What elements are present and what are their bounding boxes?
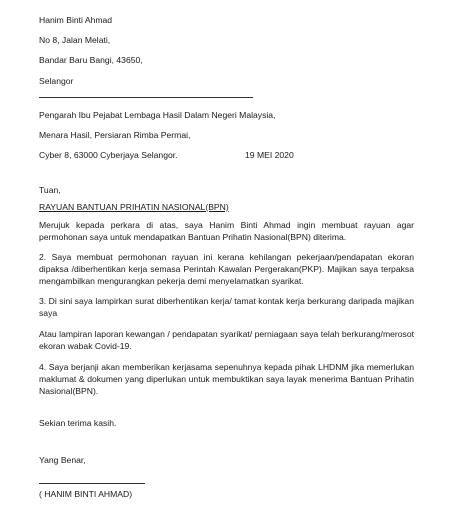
- signoff: Yang Benar,: [39, 455, 86, 465]
- subject-line: RAYUAN BANTUAN PRIHATIN NASIONAL(BPN): [39, 202, 229, 212]
- signature-line: [39, 483, 145, 484]
- sender-address-line2: Bandar Baru Bangi, 43650,: [39, 55, 143, 65]
- letter-date: 19 MEI 2020: [245, 150, 294, 160]
- paragraph-3: 3. Di sini saya lampirkan surat diberhentikan kerja/ tamat kontak kerja berkurang daripada majikan saya: [39, 296, 414, 318]
- paragraph-4: 4. Saya berjanji akan memberikan kerjasama sepenuhnya kepada pihak LHDNM jika memerlukan maklumat & dokumen yang diperlukan untuk membuktikan saya layak menerima Bantuan Prihatin Nasional(BPN).: [39, 362, 414, 396]
- header-divider: [39, 97, 253, 98]
- paragraph-2: 2. Saya membuat permohonan rayuan ini kerana kehilangan pekerjaan/pendapatan ekoran dipaksa /diberhentikan kerja semasa Perintah Kawalan Pergerakan(PKP). Majikan saya terpaksa mengambilkan mengurangkan pekerja demi menyelamatkan syarikat.: [39, 252, 414, 286]
- paragraph-1: Merujuk kepada perkara di atas, saya Hanim Binti Ahmad ingin membuat rayuan agar permohonan saya untuk mendapatkan Bantuan Prihatin Nasional(BPN) diterima.: [39, 220, 414, 242]
- paragraph-3b: Atau lampiran laporan kewangan / pendapatan syarikat/ perniagaan saya telah berkurang/merosot ekoran wabak Covid-19.: [39, 329, 414, 351]
- closing: Sekian terima kasih.: [39, 418, 117, 428]
- salutation: Tuan,: [39, 185, 61, 195]
- recipient-line3: Cyber 8, 63000 Cyberjaya Selangor.: [39, 150, 178, 160]
- recipient-line2: Menara Hasil, Persiaran Rimba Permai,: [39, 130, 191, 140]
- sender-address-line3: Selangor: [39, 76, 74, 86]
- sender-address-line1: No 8, Jalan Melati,: [39, 35, 111, 45]
- recipient-line1: Pengarah Ibu Pejabat Lembaga Hasil Dalam Negeri Malaysia,: [39, 110, 276, 120]
- signature-name: ( HANIM BINTI AHMAD): [39, 489, 133, 499]
- sender-name: Hanim Binti Ahmad: [39, 15, 113, 25]
